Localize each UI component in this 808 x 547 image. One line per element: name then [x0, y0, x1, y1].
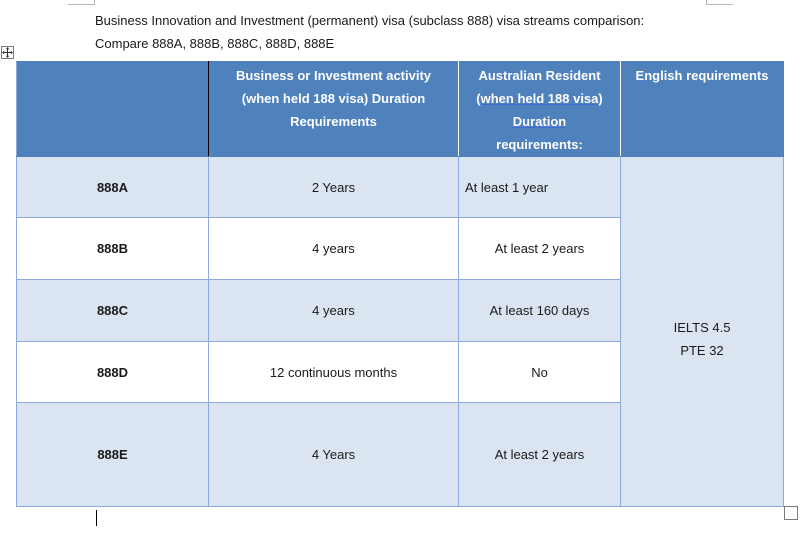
- english-requirements-cell[interactable]: [621, 157, 784, 507]
- header-resident[interactable]: [459, 62, 621, 157]
- header-resident-line-3: Duration: [512, 114, 567, 129]
- header-english[interactable]: English requirements: [621, 62, 784, 157]
- header-activity[interactable]: [209, 62, 459, 157]
- stream-cell[interactable]: 888C: [17, 280, 209, 342]
- header-resident-line-4: requirements:: [496, 137, 583, 152]
- resident-cell[interactable]: At least 2 years: [459, 218, 621, 280]
- intro-line-2: Compare 888A, 888B, 888C, 888D, 888E: [95, 36, 335, 51]
- header-activity-line-1: Business or Investment activity: [235, 68, 432, 83]
- stream-cell[interactable]: 888D: [17, 342, 209, 403]
- page-corner-mark-right: [706, 0, 733, 5]
- page-corner-mark-left: [68, 0, 95, 5]
- header-activity-line-3: Requirements: [290, 114, 377, 129]
- intro-line-1: Business Innovation and Investment (permanent) visa (subclass 888) visa streams comparison:: [95, 13, 645, 28]
- move-arrows-icon[interactable]: [1, 46, 14, 59]
- resident-cell[interactable]: At least 2 years: [459, 403, 621, 507]
- resident-cell[interactable]: No: [459, 342, 621, 403]
- activity-cell[interactable]: 12 continuous months: [209, 342, 459, 403]
- visa-comparison-table: [16, 61, 784, 507]
- text-cursor: [96, 510, 97, 526]
- english-pte: PTE 32: [680, 342, 724, 358]
- header-stream[interactable]: [17, 62, 209, 157]
- header-resident-line-2: (when held 188 visa): [476, 91, 603, 106]
- activity-cell[interactable]: 4 Years: [209, 403, 459, 507]
- stream-cell[interactable]: 888B: [17, 218, 209, 280]
- activity-cell[interactable]: 2 Years: [209, 157, 459, 218]
- resident-cell[interactable]: At least 1 year: [459, 157, 621, 218]
- header-resident-line-1: Australian Resident: [478, 68, 601, 83]
- intro-paragraph: [95, 9, 644, 55]
- activity-cell[interactable]: 4 years: [209, 280, 459, 342]
- activity-cell[interactable]: 4 years: [209, 218, 459, 280]
- english-ielts: IELTS 4.5: [673, 319, 731, 335]
- header-activity-line-2: (when held 188 visa) Duration: [241, 91, 426, 106]
- resize-square-icon[interactable]: [784, 506, 798, 520]
- resident-cell[interactable]: At least 160 days: [459, 280, 621, 342]
- table-header-row: [17, 62, 784, 157]
- stream-cell[interactable]: 888E: [17, 403, 209, 507]
- table-row: [17, 157, 784, 218]
- stream-cell[interactable]: 888A: [17, 157, 209, 218]
